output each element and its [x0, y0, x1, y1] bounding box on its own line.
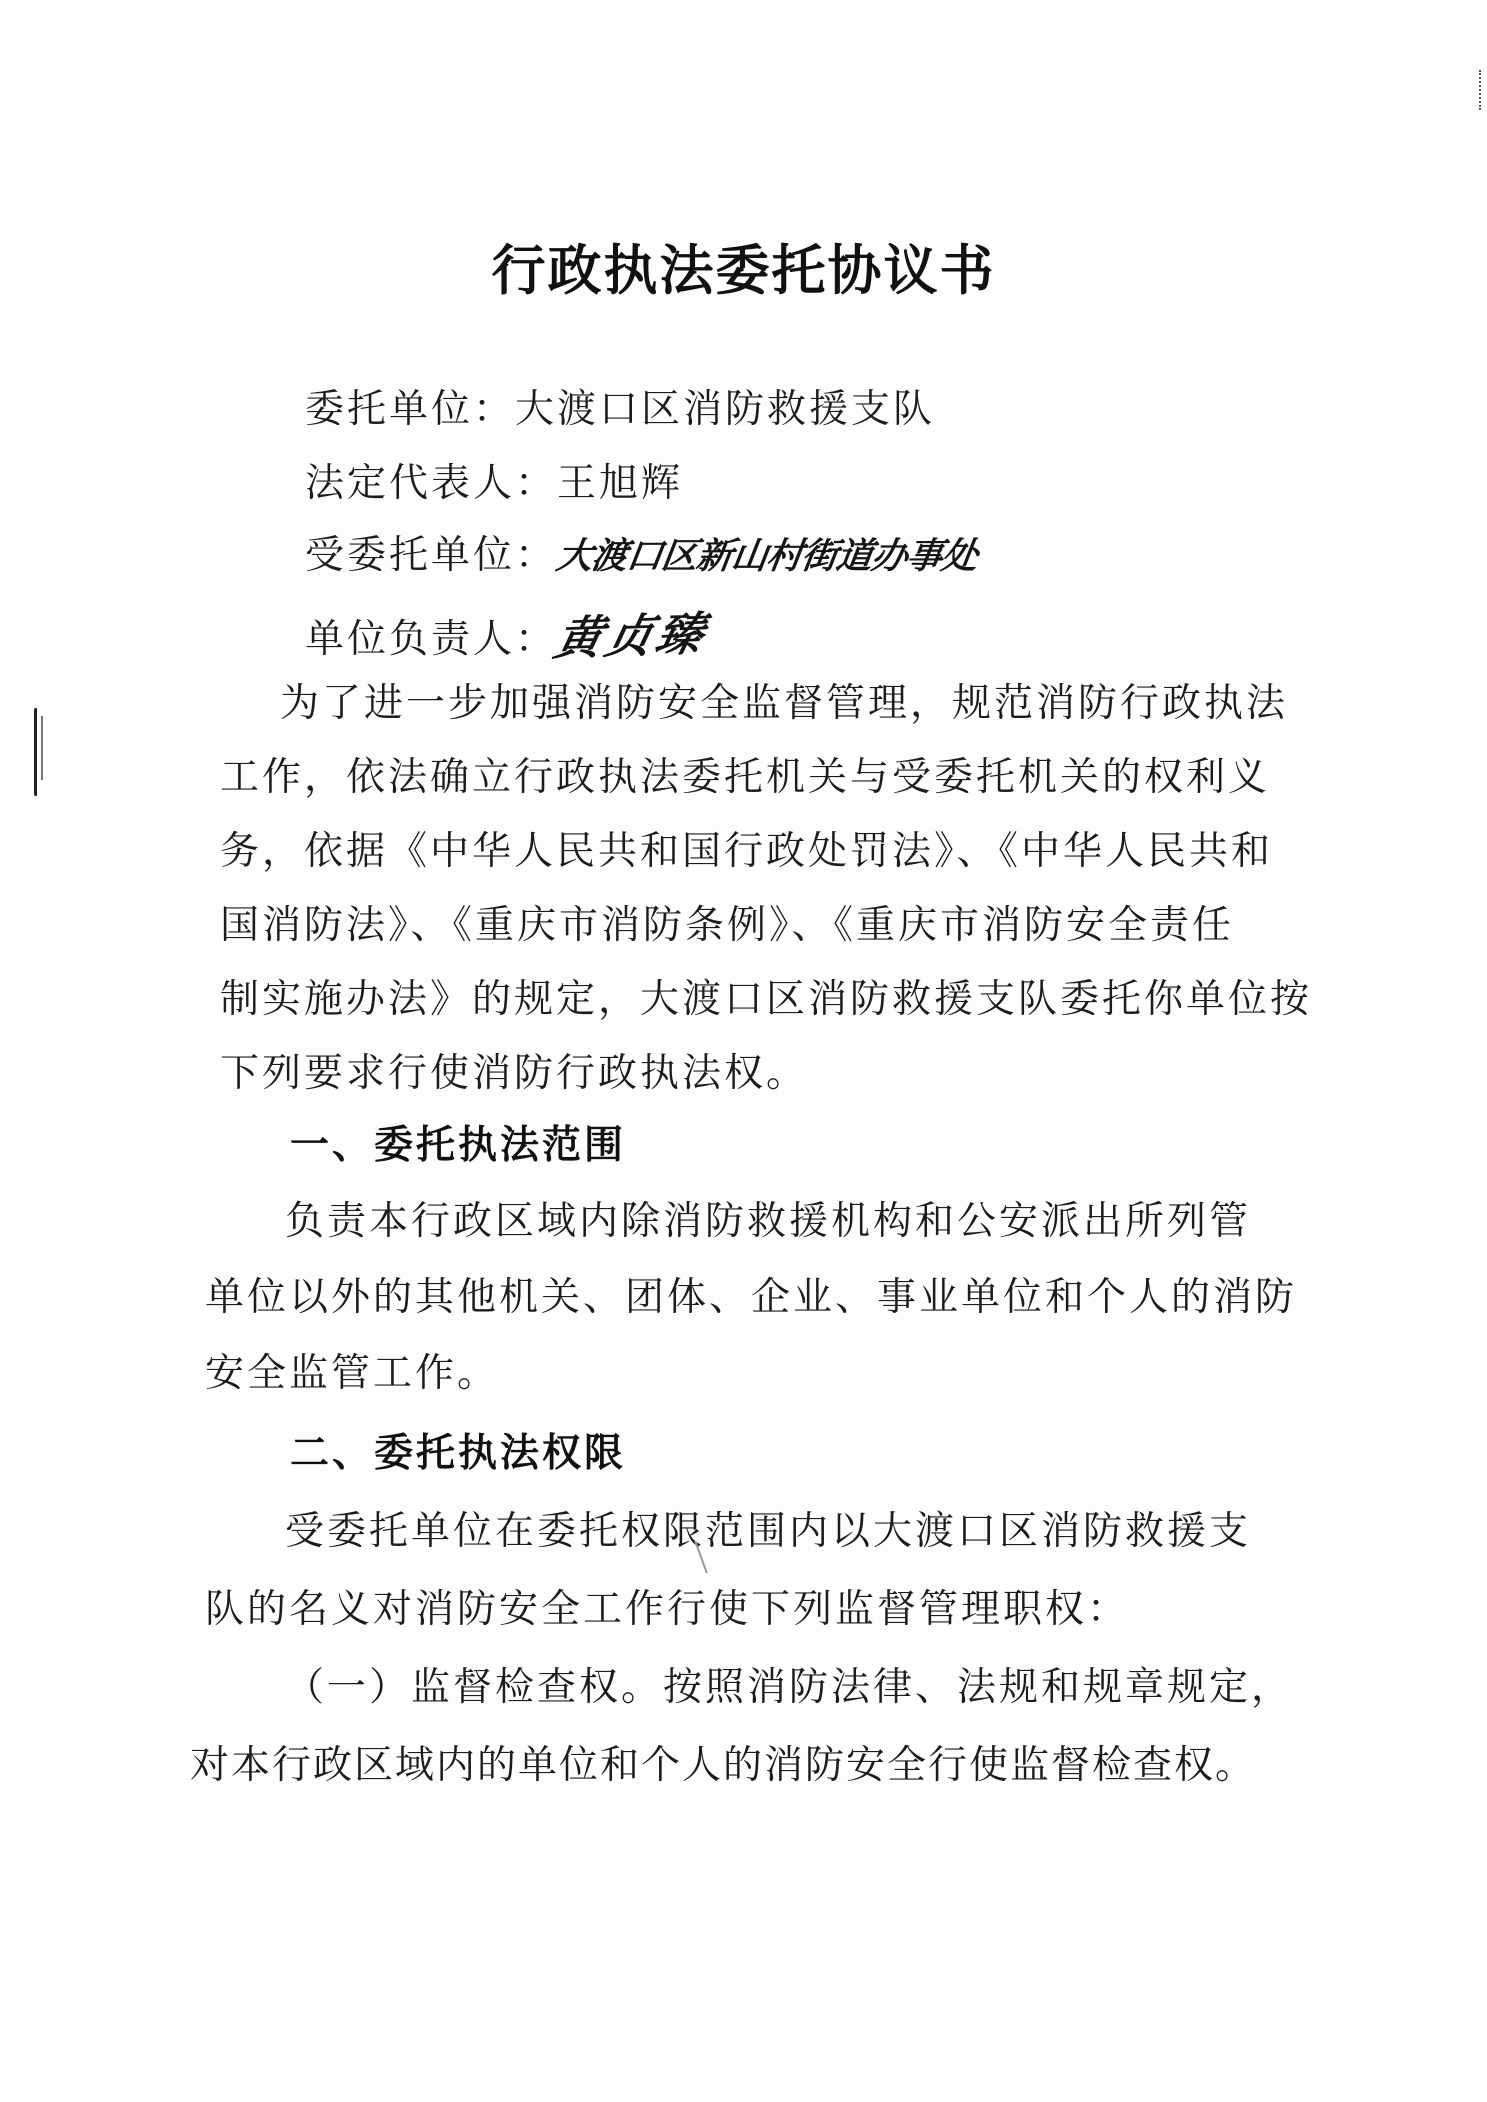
section2-item1-line-1: （一）监督检查权。按照消防法律、法规和规章规定，: [285, 1665, 1294, 1710]
section1-line-1: 负责本行政区域内除消防救援机构和公安派出所列管: [285, 1199, 1252, 1244]
section1-heading: 一、委托执法范围: [290, 1122, 627, 1168]
document-title: 行政执法委托协议书: [491, 238, 996, 302]
intro-line-5: 制实施办法》的规定，大渡口区消防救援支队委托你单位按: [220, 977, 1313, 1022]
intro-line-3: 务，依据《中华人民共和国行政处罚法》、《中华人民共和: [220, 829, 1274, 874]
intro-line-1: 为了进一步加强消防安全监督管理，规范消防行政执法: [280, 681, 1289, 726]
entrusted-unit-row: [305, 524, 980, 580]
entrusting-unit-row: [305, 378, 935, 434]
intro-line-2: 工作，依法确立行政执法委托机关与受委托机关的权利义: [220, 755, 1271, 800]
entrusted-unit-handwritten: 大渡口区新山村街道办事处: [553, 536, 980, 577]
legal-rep-label: 法定代表人：: [305, 461, 558, 506]
entrusting-unit-label: 委托单位：: [305, 387, 516, 432]
legal-rep-value: 王旭辉: [557, 461, 684, 506]
unit-head-label: 单位负责人：: [305, 617, 558, 662]
scan-edge-marks: [1473, 70, 1481, 110]
section2-line-1: 受委托单位在委托权限范围内以大渡口区消防救援支: [285, 1509, 1252, 1554]
entrusted-unit-label: 受委托单位：: [305, 533, 558, 578]
section2-item1-line-2: 对本行政区域内的单位和个人的消防安全行使监督检查权。: [190, 1743, 1257, 1788]
section1-line-2: 单位以外的其他机关、团体、企业、事业单位和个人的消防: [205, 1275, 1298, 1320]
section2-line-2: 队的名义对消防安全工作行使下列监督管理职权：: [205, 1587, 1130, 1632]
binding-mark: [34, 708, 41, 796]
unit-head-signature: 黄贞臻: [549, 606, 713, 666]
legal-rep-row: [305, 452, 683, 508]
unit-head-row: [305, 600, 713, 666]
intro-line-4: 国消防法》、《重庆市消防条例》、《重庆市消防安全责任: [220, 903, 1235, 948]
intro-line-6: 下列要求行使消防行政执法权。: [220, 1051, 809, 1096]
section2-heading: 二、委托执法权限: [290, 1430, 627, 1476]
section1-line-3: 安全监管工作。: [205, 1351, 500, 1396]
entrusting-unit-value: 大渡口区消防救援支队: [515, 387, 936, 432]
